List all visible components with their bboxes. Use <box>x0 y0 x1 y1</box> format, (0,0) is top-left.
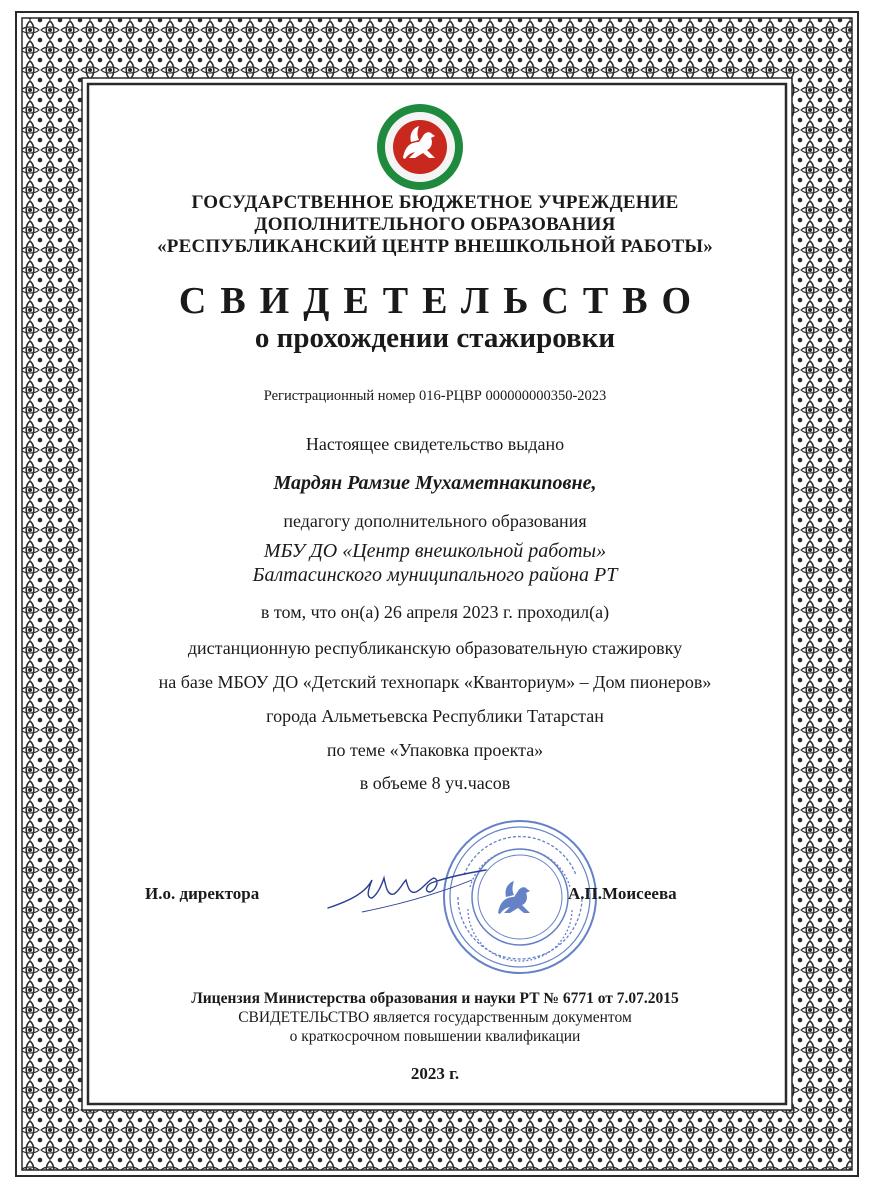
body-line-5: по теме «Упаковка проекта» <box>326 740 544 760</box>
issued-text: Настоящее свидетельство выдано <box>305 434 565 454</box>
footer-line-3: о краткосрочном повышении квалификации <box>289 1028 581 1045</box>
recipient-position: педагогу дополнительного образования <box>283 511 587 531</box>
signatory-name: А.П.Моисеева <box>568 884 677 903</box>
header-line-1: ГОСУДАРСТВЕННОЕ БЮДЖЕТНОЕ УЧРЕЖДЕНИЕ <box>191 192 679 213</box>
header-line-2: ДОПОЛНИТЕЛЬНОГО ОБРАЗОВАНИЯ <box>254 214 616 235</box>
recipient-name: Мардян Рамзие Мухаметнакиповне, <box>273 472 597 494</box>
registration-number: Регистрационный номер 016-РЦВР 000000000350-2023 <box>263 388 607 404</box>
footer-line-2: СВИДЕТЕЛЬСТВО является государственным документом <box>238 1009 632 1026</box>
issue-year: 2023 г. <box>410 1064 460 1083</box>
tatarstan-coat-of-arms-icon <box>375 102 465 192</box>
certificate-content <box>90 92 780 1102</box>
document-subtitle: о прохождении стажировки <box>254 322 616 354</box>
license-text: Лицензия Министерства образования и науки РТ № 6771 от 7.07.2015 <box>191 990 679 1007</box>
document-title: СВИДЕТЕЛЬСТВО <box>178 280 706 322</box>
signatory-role: И.о. директора <box>145 884 260 903</box>
body-line-1: в том, что он(а) 26 апреля 2023 г. проходил(а) <box>260 602 610 622</box>
body-line-2: дистанционную республиканскую образовательную стажировку <box>187 638 683 658</box>
organization-line-2: Балтасинского муниципального района РТ <box>252 564 618 586</box>
handwritten-signature-icon <box>322 850 492 920</box>
body-line-3: на базе МБОУ ДО «Детский технопарк «Кванториум» – Дом пионеров» <box>158 672 712 692</box>
body-line-4: города Альметьевска Республики Татарстан <box>266 706 604 726</box>
header-line-3: «РЕСПУБЛИКАНСКИЙ ЦЕНТР ВНЕШКОЛЬНОЙ РАБОТЫ» <box>157 236 713 257</box>
organization-line-1: МБУ ДО «Центр внешкольной работы» <box>263 540 607 562</box>
body-line-6: в объеме 8 уч.часов <box>359 773 511 793</box>
